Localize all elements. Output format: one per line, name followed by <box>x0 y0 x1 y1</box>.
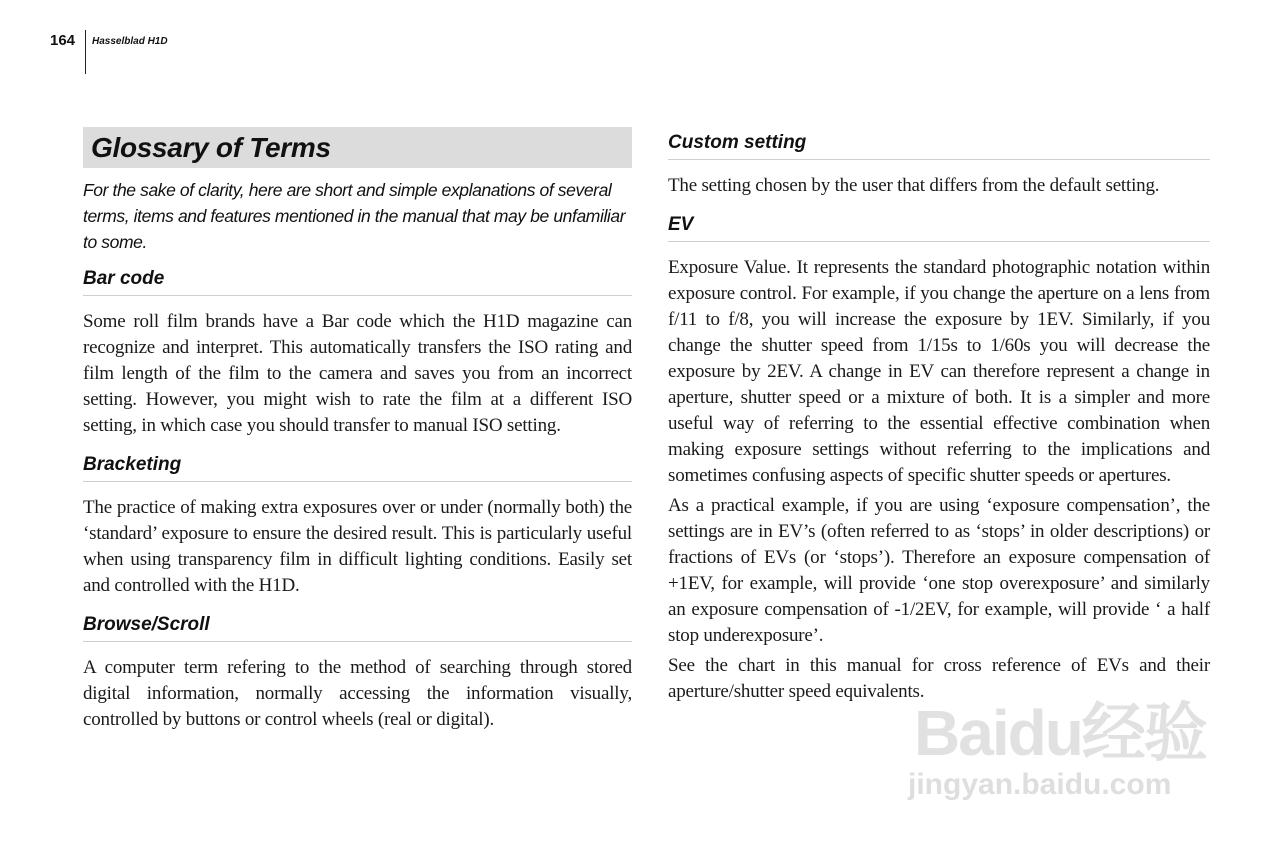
glossary-entry-custom-setting <box>668 131 1210 199</box>
term-definition: The practice of making extra exposures over or under (normally both) the ‘standard’ exposure to ensure the desired result. This is particularly useful when using transparency film in difficult lighting conditions. Easily set and controlled with the H1D. <box>83 497 632 596</box>
term-heading: Browse/Scroll <box>83 613 632 642</box>
intro-text: For the sake of clarity, here are short and simple explanations of several terms, items and features mentioned in the manual that may be unfamiliar to some. <box>83 180 626 252</box>
header-divider <box>85 30 86 74</box>
manual-name: Hasselblad H1D <box>92 36 168 47</box>
term-definition: Some roll film brands have a Bar code which the H1D magazine can recognize and interpret. This automatically transfers the ISO rating and film length of the film to the camera and saves you from an incorrect setting. However, you might wish to rate the film at a different ISO setting, in which case you should transfer to manual ISO setting. <box>83 311 632 436</box>
glossary-entry-browse-scroll <box>83 613 632 733</box>
page-number: 164 <box>50 32 76 49</box>
title-bar <box>83 127 632 168</box>
page-title: Glossary of Terms <box>91 131 331 163</box>
term-definition: Exposure Value. It represents the standard photographic notation within exposure control. For example, if you change the aperture on a lens from f/11 to f/8, you will increase the exposure by 1EV. Similarly, if you change the shutter speed from 1/15s to 1/60s you will decrease the exposure by 2EV. A change in EV can therefore represent a change in aperture, shutter speed or a mixture of both. It is a simpler and more useful way of referring to the essential effective combination when making exposure settings without referring to the implications and sometimes confusing aspects of specific shutter speeds or apertures. <box>668 257 1210 486</box>
glossary-entry-bracketing <box>83 453 632 599</box>
glossary-entry-bar-code <box>83 267 632 439</box>
right-column <box>668 127 1210 719</box>
term-heading: Custom setting <box>668 131 1210 160</box>
glossary-entry-ev <box>668 213 1210 705</box>
term-heading: EV <box>668 213 1210 242</box>
term-definition: See the chart in this manual for cross reference of EVs and their aperture/shutter speed equivalents. <box>668 655 1210 702</box>
watermark-logo: Baidu经验 <box>914 697 1206 769</box>
term-definition: The setting chosen by the user that differs from the default setting. <box>668 175 1160 196</box>
left-column <box>83 127 632 747</box>
term-definition: A computer term refering to the method of searching through stored digital information, normally accessing the information visually, controlled by buttons or control wheels (real or digital). <box>83 657 632 730</box>
watermark-url: jingyan.baidu.com <box>908 768 1172 801</box>
term-definition: As a practical example, if you are using ‘exposure compensation’, the settings are in EV’s (often referred to as ‘stops’ in older descriptions) or fractions of EVs (or ‘stops’). Therefore an exposure compensation of +1EV, for example, will provide ‘one stop overexposure’ and similarly an exposure compensation of -1/2EV, for example, will provide ‘ a half stop underexposure’. <box>668 495 1210 646</box>
term-heading: Bracketing <box>83 453 632 482</box>
term-heading: Bar code <box>83 267 632 296</box>
